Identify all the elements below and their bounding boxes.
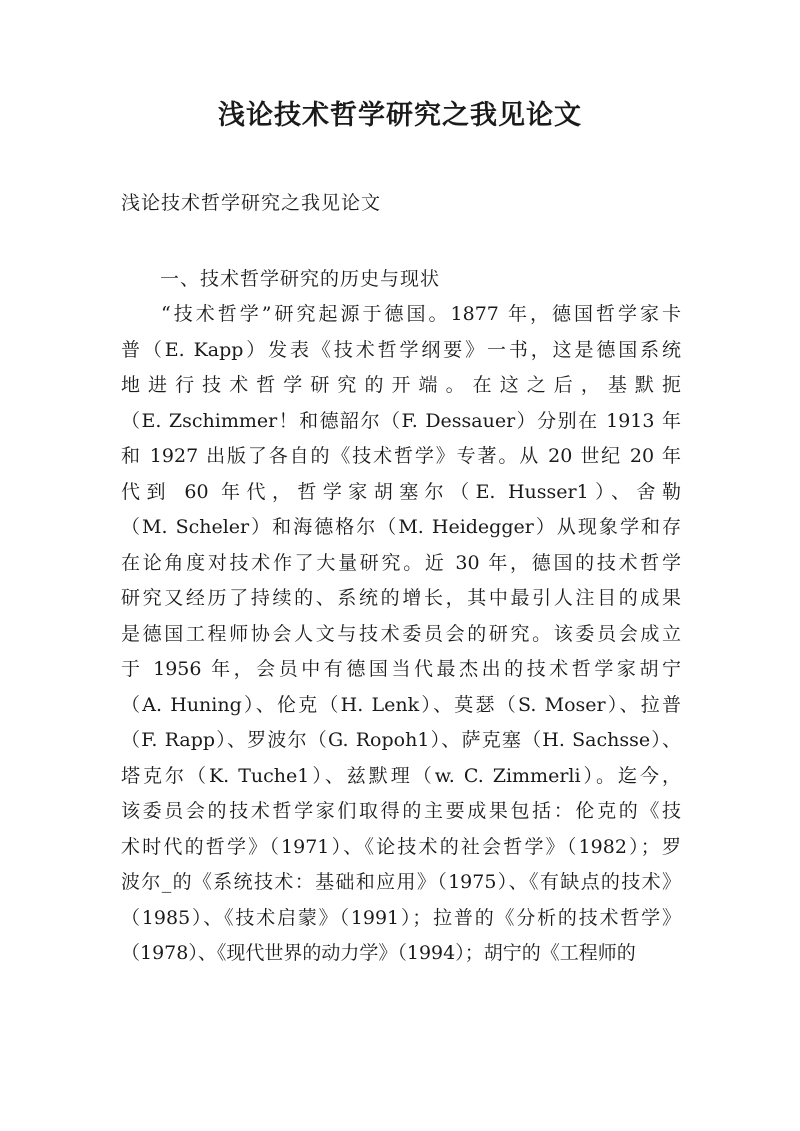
paragraph-line: （A. Huning）、伦克（H. Lenk）、莫瑟（S. Moser）、拉普 xyxy=(121,693,681,716)
paragraph-line: 该委员会的技术哲学家们取得的主要成果包括：伦克的《技 xyxy=(121,800,681,822)
document-title: 浅论技术哲学研究之我见论文 xyxy=(218,100,582,131)
body-paragraph xyxy=(121,297,681,972)
paragraph-line: 塔克尔（K. Tuche1）、兹默理（w. C. Zimmerli）。迄今， xyxy=(121,764,681,787)
paragraph-line: （E. Zschimmer！和德韶尔（F. Dessauer）分别在 1913 年 xyxy=(121,409,681,432)
paragraph-line: 波尔_的《系统技术：基础和应用》（1975）、《有缺点的技术》 xyxy=(121,871,681,893)
paragraph-line: “技术哲学”研究起源于德国。1877 年，德国哲学家卡 xyxy=(161,303,681,325)
paragraph-line: 在论角度对技术作了大量研究。近 30 年，德国的技术哲学 xyxy=(121,551,681,574)
paragraph-line: （1985）、《技术启蒙》（1991）；拉普的《分析的技术哲学》 xyxy=(121,906,681,929)
paragraph-line: 普（E. Kapp）发表《技术哲学纲要》一书，这是德国系统 xyxy=(121,338,681,361)
paragraph-line: 是德国工程师协会人文与技术委员会的研究。该委员会成立 xyxy=(121,622,681,645)
paragraph-line: 研究又经历了持续的、系统的增长，其中最引人注目的成果 xyxy=(121,587,681,609)
paragraph-line: （M. Scheler）和海德格尔（M. Heidegger）从现象学和存 xyxy=(121,516,681,538)
section-heading: 一、技术哲学研究的历史与现状 xyxy=(160,268,441,290)
paragraph-line: 和 1927 出版了各自的《技术哲学》专著。从 20 世纪 20 年 xyxy=(121,445,681,467)
paragraph-line: 代到 60 年代，哲学家胡塞尔（E. Husser1）、舍勒 xyxy=(121,480,681,503)
paragraph-line: （F. Rapp）、罗波尔（G. Ropoh1）、萨克塞（H. Sachsse）、 xyxy=(121,729,681,751)
paragraph-line: （1978）、《现代世界的动力学》（1994）；胡宁的《工程师的 xyxy=(121,942,636,964)
paragraph-line: 于 1956 年，会员中有德国当代最杰出的技术哲学家胡宁 xyxy=(121,658,681,680)
document-subtitle: 浅论技术哲学研究之我见论文 xyxy=(121,192,382,214)
paragraph-line: 术时代的哲学》（1971）、《论技术的社会哲学》（1982）；罗 xyxy=(121,835,681,858)
paragraph-line: 地进行技术哲学研究的开端。在这之后，基默扼 xyxy=(121,374,681,396)
